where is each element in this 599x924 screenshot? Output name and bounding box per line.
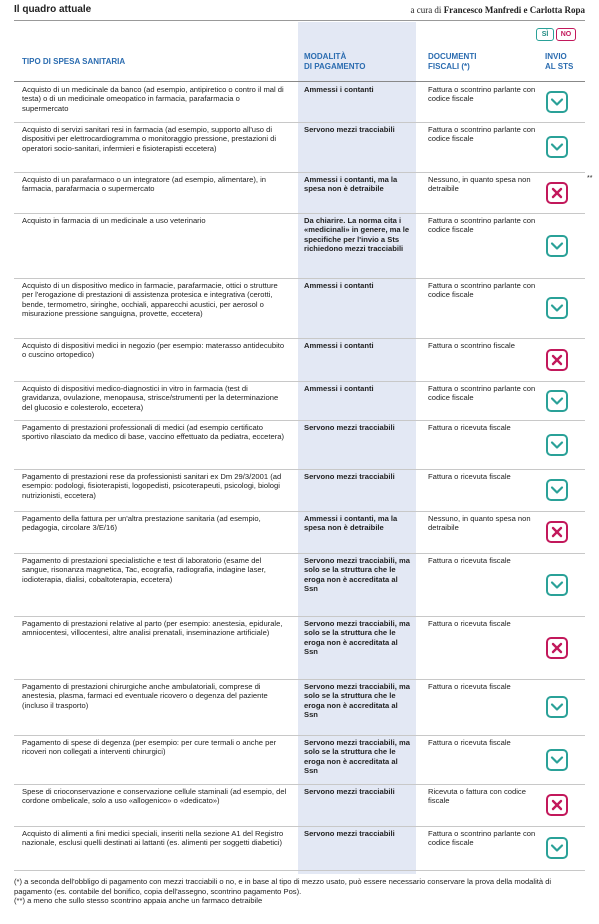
expense-type: Acquisto in farmacia di un medicinale a uso veterinario	[22, 216, 206, 225]
payment-method: Servono mezzi tracciabili	[304, 125, 395, 134]
table-row	[14, 784, 585, 827]
expense-type: Acquisto di un parafarmaco o un integratore (ad esempio, alimentare), in farmacia, parafarmacia o supermercato	[22, 175, 266, 194]
fiscal-documents: Ricevuta o fattura con codice fiscale	[428, 787, 526, 806]
top-bar	[14, 4, 585, 21]
table-row	[14, 553, 585, 617]
table-row	[14, 172, 593, 214]
footnote-1: (*) a seconda dell'obbligo di pagamento con mezzi tracciabili o no, e in base al tipo di mezzo usato, può essere necessario conservare la prova della modalità di pagamento (es. contabile del bonifico, copia dell'assegno, scontrino pagamento Pos).	[14, 877, 552, 896]
expense-type: Pagamento di prestazioni professionali di medici (ad esempio certificato sportivo rilasciato da medico di base, vaccino effettuato da pediatra, eccetera)	[22, 423, 284, 442]
payment-method: Servono mezzi tracciabili	[304, 787, 395, 796]
col-header-sts	[545, 52, 573, 72]
table-row	[14, 826, 585, 871]
col-header-sts-l2: AL STS	[545, 62, 574, 71]
expense-type: Spese di crioconservazione e conservazione cellule staminali (ad esempio, del cordone ombelicale, solo a uso «allogenico» o «dedicato»)	[22, 787, 287, 806]
check-chevron-icon	[546, 91, 568, 113]
expense-type: Acquisto di dispositivi medico-diagnostici in vitro in farmacia (test di gravidanza, ovulazione, menopausa, strisce/strumenti per la determinazione del glucosio e colesterolo, eccetera)	[22, 384, 279, 412]
fiscal-documents: Fattura o scontrino parlante con codice fiscale	[428, 281, 536, 300]
table-row	[14, 469, 585, 512]
col-header-docs	[428, 52, 476, 72]
fiscal-documents: Nessuno, in quanto spesa non detraibile	[428, 175, 531, 194]
footnote-2: (**) a meno che sullo stesso scontrino appaia anche un farmaco detraibile	[14, 896, 263, 906]
footnote-marker: **	[587, 175, 593, 182]
table-row	[14, 278, 585, 339]
check-chevron-icon	[546, 479, 568, 501]
payment-method: Ammessi i contanti	[304, 281, 374, 290]
cross-icon	[546, 637, 568, 659]
cross-icon	[546, 521, 568, 543]
fiscal-documents: Fattura o scontrino parlante con codice fiscale	[428, 829, 536, 848]
payment-method: Servono mezzi tracciabili, ma solo se la struttura che le eroga non è accreditata al Ssn	[304, 738, 410, 776]
legend-yes-badge: SÌ	[536, 28, 554, 41]
fiscal-documents: Fattura o ricevuta fiscale	[428, 619, 511, 628]
fiscal-documents: Fattura o ricevuta fiscale	[428, 738, 511, 747]
payment-method: Servono mezzi tracciabili	[304, 829, 395, 838]
expense-type: Pagamento di prestazioni specialistiche e test di laboratorio (esame del sangue, risonanza magnetica, Tac, ecografia, radiografia, indagine laser, iodioterapia, dialisi, cobaltoterapia, eccetera)	[22, 556, 266, 584]
table-row	[14, 338, 585, 382]
payment-method: Servono mezzi tracciabili	[304, 472, 395, 481]
expense-type: Pagamento di spese di degenza (per esempio: per cure termali o anche per ricoveri non collegati a interventi chirurgici)	[22, 738, 277, 757]
check-chevron-icon	[546, 136, 568, 158]
fiscal-documents: Fattura o scontrino parlante con codice fiscale	[428, 216, 536, 235]
fiscal-documents: Nessuno, in quanto spesa non detraibile	[428, 514, 531, 533]
col-header-payment	[304, 52, 365, 72]
table-row	[14, 511, 585, 554]
check-chevron-icon	[546, 434, 568, 456]
check-chevron-icon	[546, 837, 568, 859]
expense-type: Acquisto di un dispositivo medico in farmacie, parafarmacie, ottici o strutture per l'erogazione di prestazioni di assistenza protesica e integrativa (cerotti, bende, termometro, siringhe, occhiali, apparecchi acustici, per aerosol o misurazione pressione sanguigna, provette, eccetera)	[22, 281, 278, 319]
page-title: Il quadro attuale	[14, 4, 92, 15]
expense-type: Acquisto di alimenti a fini medici speciali, inseriti nella sezione A1 del Registro nazionale, esclusi quelli destinati ai lattanti (es. alimenti per soggetti diabetici)	[22, 829, 284, 848]
payment-method: Servono mezzi tracciabili, ma solo se la struttura che le eroga non è accreditata al Ssn	[304, 556, 410, 594]
fiscal-documents: Fattura o ricevuta fiscale	[428, 472, 511, 481]
cross-icon	[546, 349, 568, 371]
payment-method: Ammessi i contanti	[304, 341, 374, 350]
fiscal-documents: Fattura o scontrino parlante con codice fiscale	[428, 384, 536, 403]
check-chevron-icon	[546, 235, 568, 257]
payment-method: Ammessi i contanti, ma la spesa non è detraibile	[304, 514, 398, 533]
payment-method: Servono mezzi tracciabili, ma solo se la struttura che le eroga non è accreditata al Ssn	[304, 619, 410, 657]
byline	[410, 5, 585, 15]
expense-type: Pagamento di prestazioni chirurgiche anche ambulatoriali, comprese di anestesia, plasma, farmaci ed eventuale ricovero o degenza del paziente (incluso il trasporto)	[22, 682, 268, 710]
fiscal-documents: Fattura o ricevuta fiscale	[428, 556, 511, 565]
payment-method: Da chiarire. La norma cita i «medicinali» in genere, ma le specifiche per l'invio a Sts richiedono mezzi tracciabili	[304, 216, 410, 254]
table-row	[14, 213, 585, 279]
fiscal-documents: Fattura o ricevuta fiscale	[428, 423, 511, 432]
table-row	[14, 381, 585, 421]
expense-type: Acquisto di servizi sanitari resi in farmacia (ad esempio, supporto all'uso di dispositivi per elettrocardiogramma o monitoraggio pressione, prestazioni di operatori socio-sanitari, infermieri e fisioterapisti eccetera)	[22, 125, 277, 153]
legend-no-badge: NO	[556, 28, 576, 41]
fiscal-documents: Fattura o scontrino parlante con codice fiscale	[428, 125, 536, 144]
payment-method: Servono mezzi tracciabili, ma solo se la struttura che le eroga non è accreditata al Ssn	[304, 682, 410, 720]
cross-icon	[546, 794, 568, 816]
table-row	[14, 735, 585, 785]
col-header-sts-l1: INVIO	[545, 52, 567, 61]
table-row	[14, 82, 585, 123]
col-header-docs-l1: DOCUMENTI	[428, 52, 477, 61]
fiscal-documents: Fattura o scontrino fiscale	[428, 341, 515, 350]
byline-prefix: a cura di	[410, 5, 442, 15]
footnotes	[14, 877, 585, 906]
payment-method: Ammessi i contanti	[304, 384, 374, 393]
cross-icon	[546, 182, 568, 204]
col-header-type: TIPO DI SPESA SANITARIA	[22, 57, 126, 66]
fiscal-documents: Fattura o ricevuta fiscale	[428, 682, 511, 691]
check-chevron-icon	[546, 749, 568, 771]
expense-type: Pagamento di prestazioni rese da professionisti sanitari ex Dm 29/3/2001 (ad esempio: podologi, fisioterapisti, logopedisti, psicoterapeuti, psicologi, biologi nutrizionisti, eccetera)	[22, 472, 282, 500]
expense-type: Pagamento della fattura per un'altra prestazione sanitaria (ad esempio, pedagogia, circolare 3/E/16)	[22, 514, 261, 533]
payment-method: Servono mezzi tracciabili	[304, 423, 395, 432]
check-chevron-icon	[546, 574, 568, 596]
payment-method: Ammessi i contanti	[304, 85, 374, 94]
fiscal-documents: Fattura o scontrino parlante con codice fiscale	[428, 85, 536, 104]
check-chevron-icon	[546, 696, 568, 718]
expense-type: Pagamento di prestazioni relative al parto (per esempio: anestesia, epidurale, amniocentesi, villocentesi, altre analisi prenatali, inseminazione artificiale)	[22, 619, 283, 638]
check-chevron-icon	[546, 297, 568, 319]
table-row	[14, 122, 585, 173]
col-header-docs-l2: FISCALI (*)	[428, 62, 470, 71]
expense-type: Acquisto di dispositivi medici in negozio (per esempio: materasso antidecubito o cuscino ortopedico)	[22, 341, 285, 360]
table-row	[14, 420, 585, 470]
payment-method: Ammessi i contanti, ma la spesa non è detraibile	[304, 175, 398, 194]
check-chevron-icon	[546, 390, 568, 412]
col-header-payment-l1: MODALITÀ	[304, 52, 347, 61]
col-header-payment-l2: DI PAGAMENTO	[304, 62, 366, 71]
table-row	[14, 679, 585, 736]
byline-authors: Francesco Manfredi e Carlotta Ropa	[443, 5, 585, 15]
expense-type: Acquisto di un medicinale da banco (ad esempio, antipiretico o contro il mal di testa) o di un medicinale omeopatico in farmacia, parafarmacia o supermercato	[22, 85, 284, 113]
table-row	[14, 616, 585, 680]
